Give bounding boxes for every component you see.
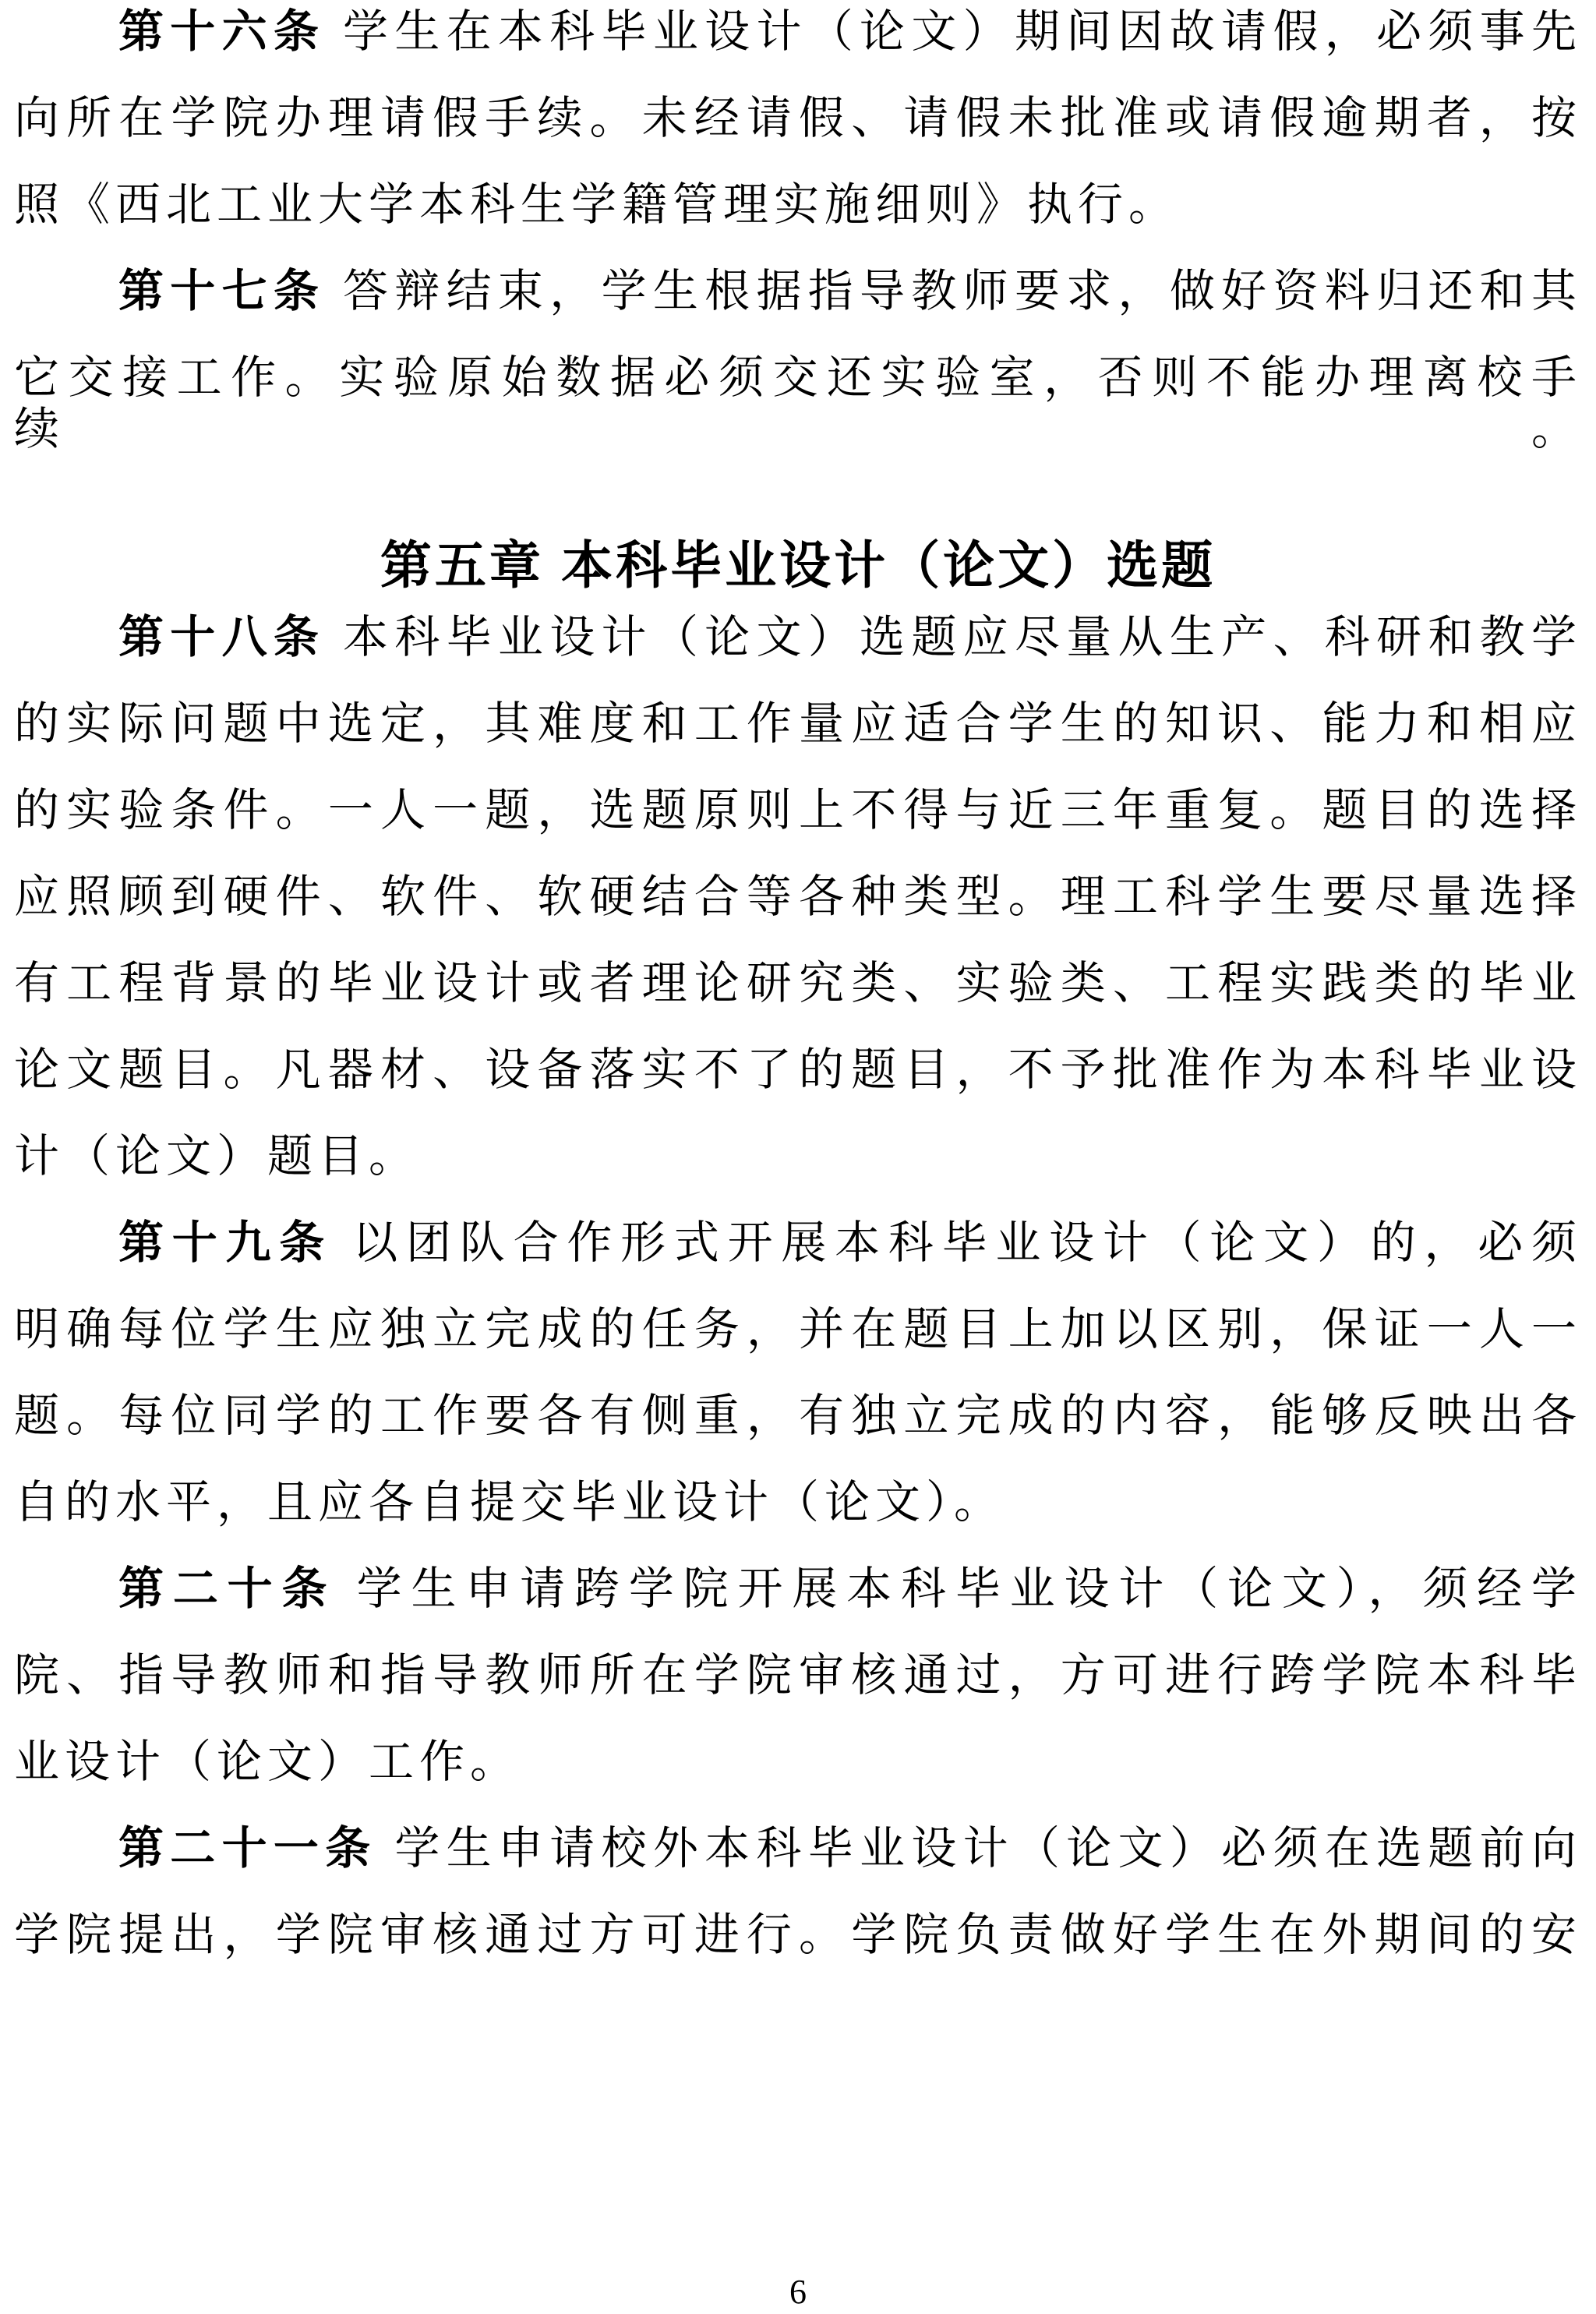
text-line xyxy=(14,1128,1582,1214)
chapter-heading: 第五章 本科毕业设计（论文）选题 xyxy=(380,536,1216,594)
text-line xyxy=(14,1647,1582,1733)
text-segment: 向所在学院办理请假手续。未经请假、请假未批准或请假逾期者，按 xyxy=(14,93,1582,143)
text-line xyxy=(14,955,1582,1041)
text-line xyxy=(14,1041,1582,1128)
paragraph xyxy=(14,1560,1582,1820)
text-segment: 有工程背景的毕业设计或者理论研究类、实验类、工程实践类的毕业 xyxy=(14,958,1582,1009)
text-segment: 院、指导教师和指导教师所在学院审核通过，方可进行跨学院本科毕 xyxy=(14,1650,1582,1701)
text-line xyxy=(14,1474,1582,1560)
text-segment: 业设计（论文）工作。 xyxy=(14,1736,521,1787)
text-line xyxy=(14,695,1582,782)
text-line xyxy=(14,1301,1582,1387)
article-number: 第十七条 xyxy=(118,266,326,316)
text-segment: 以团队合作形式开展本科毕业设计（论文）的，必须 xyxy=(333,1217,1582,1268)
text-segment: 的实验条件。一人一题，选题原则上不得与近三年重复。题目的选择 xyxy=(14,785,1582,836)
article-number: 第十九条 xyxy=(118,1217,334,1268)
text-segment: 的实际问题中选定，其难度和工作量应适合学生的知识、能力和相应 xyxy=(14,698,1582,749)
paragraph xyxy=(14,263,1582,454)
text-line xyxy=(14,1733,1582,1820)
text-segment: 题。每位同学的工作要各有侧重，有独立完成的内容，能够反映出各 xyxy=(14,1390,1582,1441)
text-line xyxy=(14,782,1582,868)
text-segment: 明确每位学生应独立完成的任务，并在题目上加以区别，保证一人一 xyxy=(14,1304,1582,1355)
text-segment: 应照顾到硬件、软件、软硬结合等各种类型。理工科学生要尽量选择 xyxy=(14,871,1582,922)
paragraph xyxy=(14,1214,1582,1560)
text-line xyxy=(14,868,1582,955)
article-number: 第十六条 xyxy=(118,6,326,57)
text-segment: 学生申请校外本科毕业设计（论文）必须在选题前向 xyxy=(376,1823,1582,1874)
text-segment: 学院提出，学院审核通过方可进行。学院负责做好学生在外期间的安 xyxy=(14,1909,1582,1960)
text-segment: 本科毕业设计（论文）选题应尽量从生产、科研和教学 xyxy=(325,612,1582,662)
text-segment: 论文题目。凡器材、设备落实不了的题目，不予批准作为本科毕业设 xyxy=(14,1044,1582,1095)
paragraph xyxy=(14,609,1582,1214)
text-line xyxy=(14,176,1582,263)
text-line xyxy=(14,90,1582,176)
text-segment: 学生申请跨学院开展本科毕业设计（论文），须经学 xyxy=(336,1563,1582,1614)
text-line xyxy=(14,1387,1582,1474)
text-line xyxy=(14,1820,1582,1906)
text-segment: 计（论文）题目。 xyxy=(14,1131,420,1182)
text-line xyxy=(14,1906,1582,1993)
text-line xyxy=(14,263,1582,349)
text-segment: 它交接工作。实验原始数据必须交还实验室，否则不能办理离校手续。 xyxy=(14,352,1582,454)
paragraph xyxy=(14,3,1582,263)
text-line xyxy=(14,1560,1582,1647)
text-line xyxy=(14,609,1582,695)
article-number: 第二十条 xyxy=(118,1563,337,1614)
text-line xyxy=(14,1214,1582,1301)
article-number: 第十八条 xyxy=(118,612,326,662)
page-number: 6 xyxy=(789,2273,807,2311)
text-segment: 学生在本科毕业设计（论文）期间因故请假，必须事先 xyxy=(325,6,1582,57)
page-footer xyxy=(0,2275,1596,2309)
text-segment: 照《西北工业大学本科生学籍管理实施细则》执行。 xyxy=(14,179,1180,230)
text-line xyxy=(14,349,1582,454)
text-line xyxy=(14,3,1582,90)
text-segment: 自的水平，且应各自提交毕业设计（论文）。 xyxy=(14,1477,1005,1528)
article-number: 第二十一条 xyxy=(118,1823,377,1874)
paragraph xyxy=(14,1820,1582,1993)
text-segment: 答辩结束，学生根据指导教师要求，做好资料归还和其 xyxy=(325,266,1582,316)
